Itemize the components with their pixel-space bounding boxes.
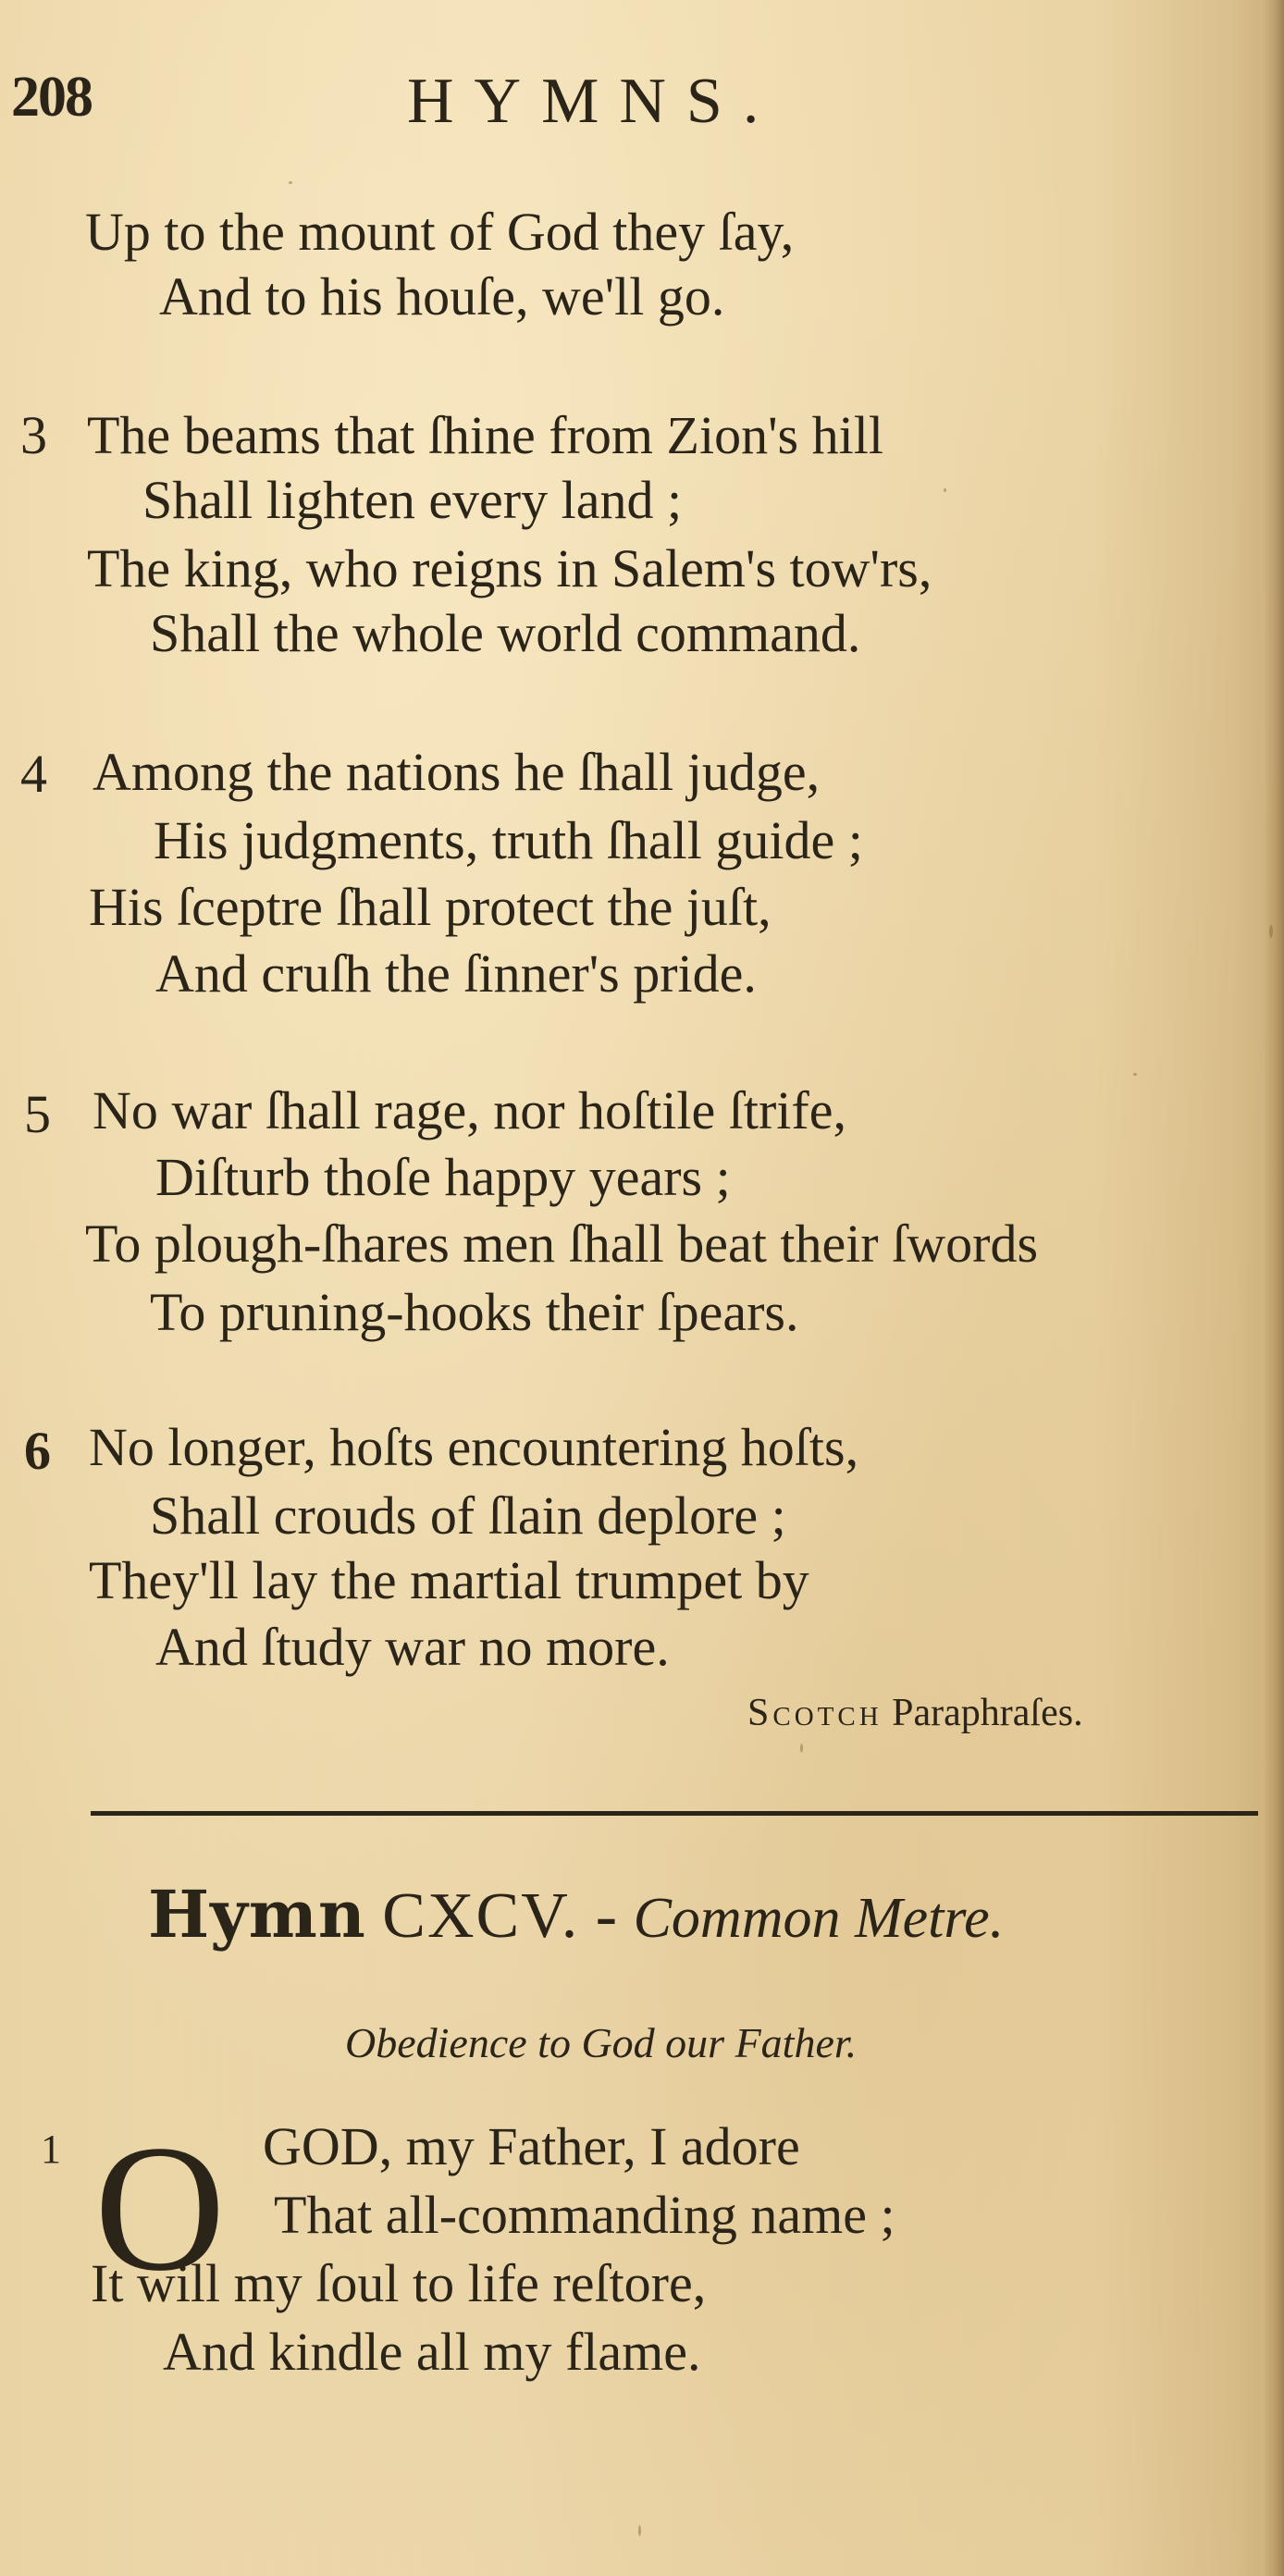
verse-line: His judgments, truth ſhall guide ;	[154, 810, 863, 870]
hymn-number: CXCV.	[382, 1880, 580, 1952]
hymn-label: Hymn	[148, 1876, 366, 1953]
verse-line: His ſceptre ſhall protect the juſt,	[89, 877, 772, 937]
stanza-number: 4	[20, 744, 47, 804]
hymn-separator: -	[595, 1880, 618, 1952]
verse-line: No longer, hoſts encountering hoſts,	[89, 1417, 859, 1477]
verse-line: No war ſhall rage, nor hoſtile ſtrife,	[93, 1080, 846, 1140]
verse-line: Up to the mount of God they ſay,	[85, 202, 795, 262]
verse-line: And to his houſe, we'll go.	[159, 266, 725, 327]
verse-line: Shall the whole world command.	[150, 603, 861, 663]
running-head	[0, 57, 1284, 141]
verse-line: To pruning-hooks their ſpears.	[150, 1282, 799, 1342]
verse-line: The king, who reigns in Salem's tow'rs,	[87, 538, 932, 598]
attribution-source: Paraphraſes.	[892, 1692, 1083, 1734]
verse-line: And kindle all my flame.	[163, 2322, 701, 2382]
verse-line: Diſturb thoſe happy years ;	[155, 1147, 731, 1207]
verse-line: The beams that ſhine from Zion's hill	[87, 405, 883, 465]
page-edge-shadow	[1264, 0, 1284, 2576]
verse-line: And ſtudy war no more.	[155, 1617, 670, 1677]
stanza-number: 5	[24, 1084, 51, 1144]
page-number: 208	[11, 66, 92, 129]
drop-cap: O	[94, 2108, 226, 2309]
verse-line: Shall lighten every land ;	[142, 470, 683, 530]
attribution	[747, 1691, 1083, 1735]
verse-line: That all-commanding name ;	[274, 2185, 895, 2245]
stanza-number: 1	[41, 2126, 61, 2172]
verse-line: To plough-ſhares men ſhall beat their ſwords	[85, 1214, 1039, 1274]
verse-line: It will my ſoul to life reſtore,	[91, 2253, 707, 2313]
hymn-heading	[148, 1876, 1004, 1954]
running-title: HYMNS.	[407, 66, 780, 137]
verse-line: And cruſh the ſinner's pride.	[155, 943, 757, 1004]
hymn-subtitle: Obedience to God our Father.	[345, 2019, 858, 2066]
verse-line: Among the nations he ſhall judge,	[93, 742, 821, 802]
verse-line: GOD, my Father, I adore	[263, 2116, 800, 2176]
verse-line: They'll lay the martial trumpet by	[89, 1550, 809, 1610]
section-divider	[91, 1811, 1258, 1816]
verse-line: Shall crouds of ſlain deplore ;	[150, 1485, 786, 1546]
stanza-number: 3	[20, 405, 47, 465]
stanza-number: 6	[24, 1421, 51, 1481]
attribution-source-smallcaps: Scotch	[747, 1692, 883, 1734]
hymn-metre: Common Metre.	[633, 1887, 1005, 1950]
